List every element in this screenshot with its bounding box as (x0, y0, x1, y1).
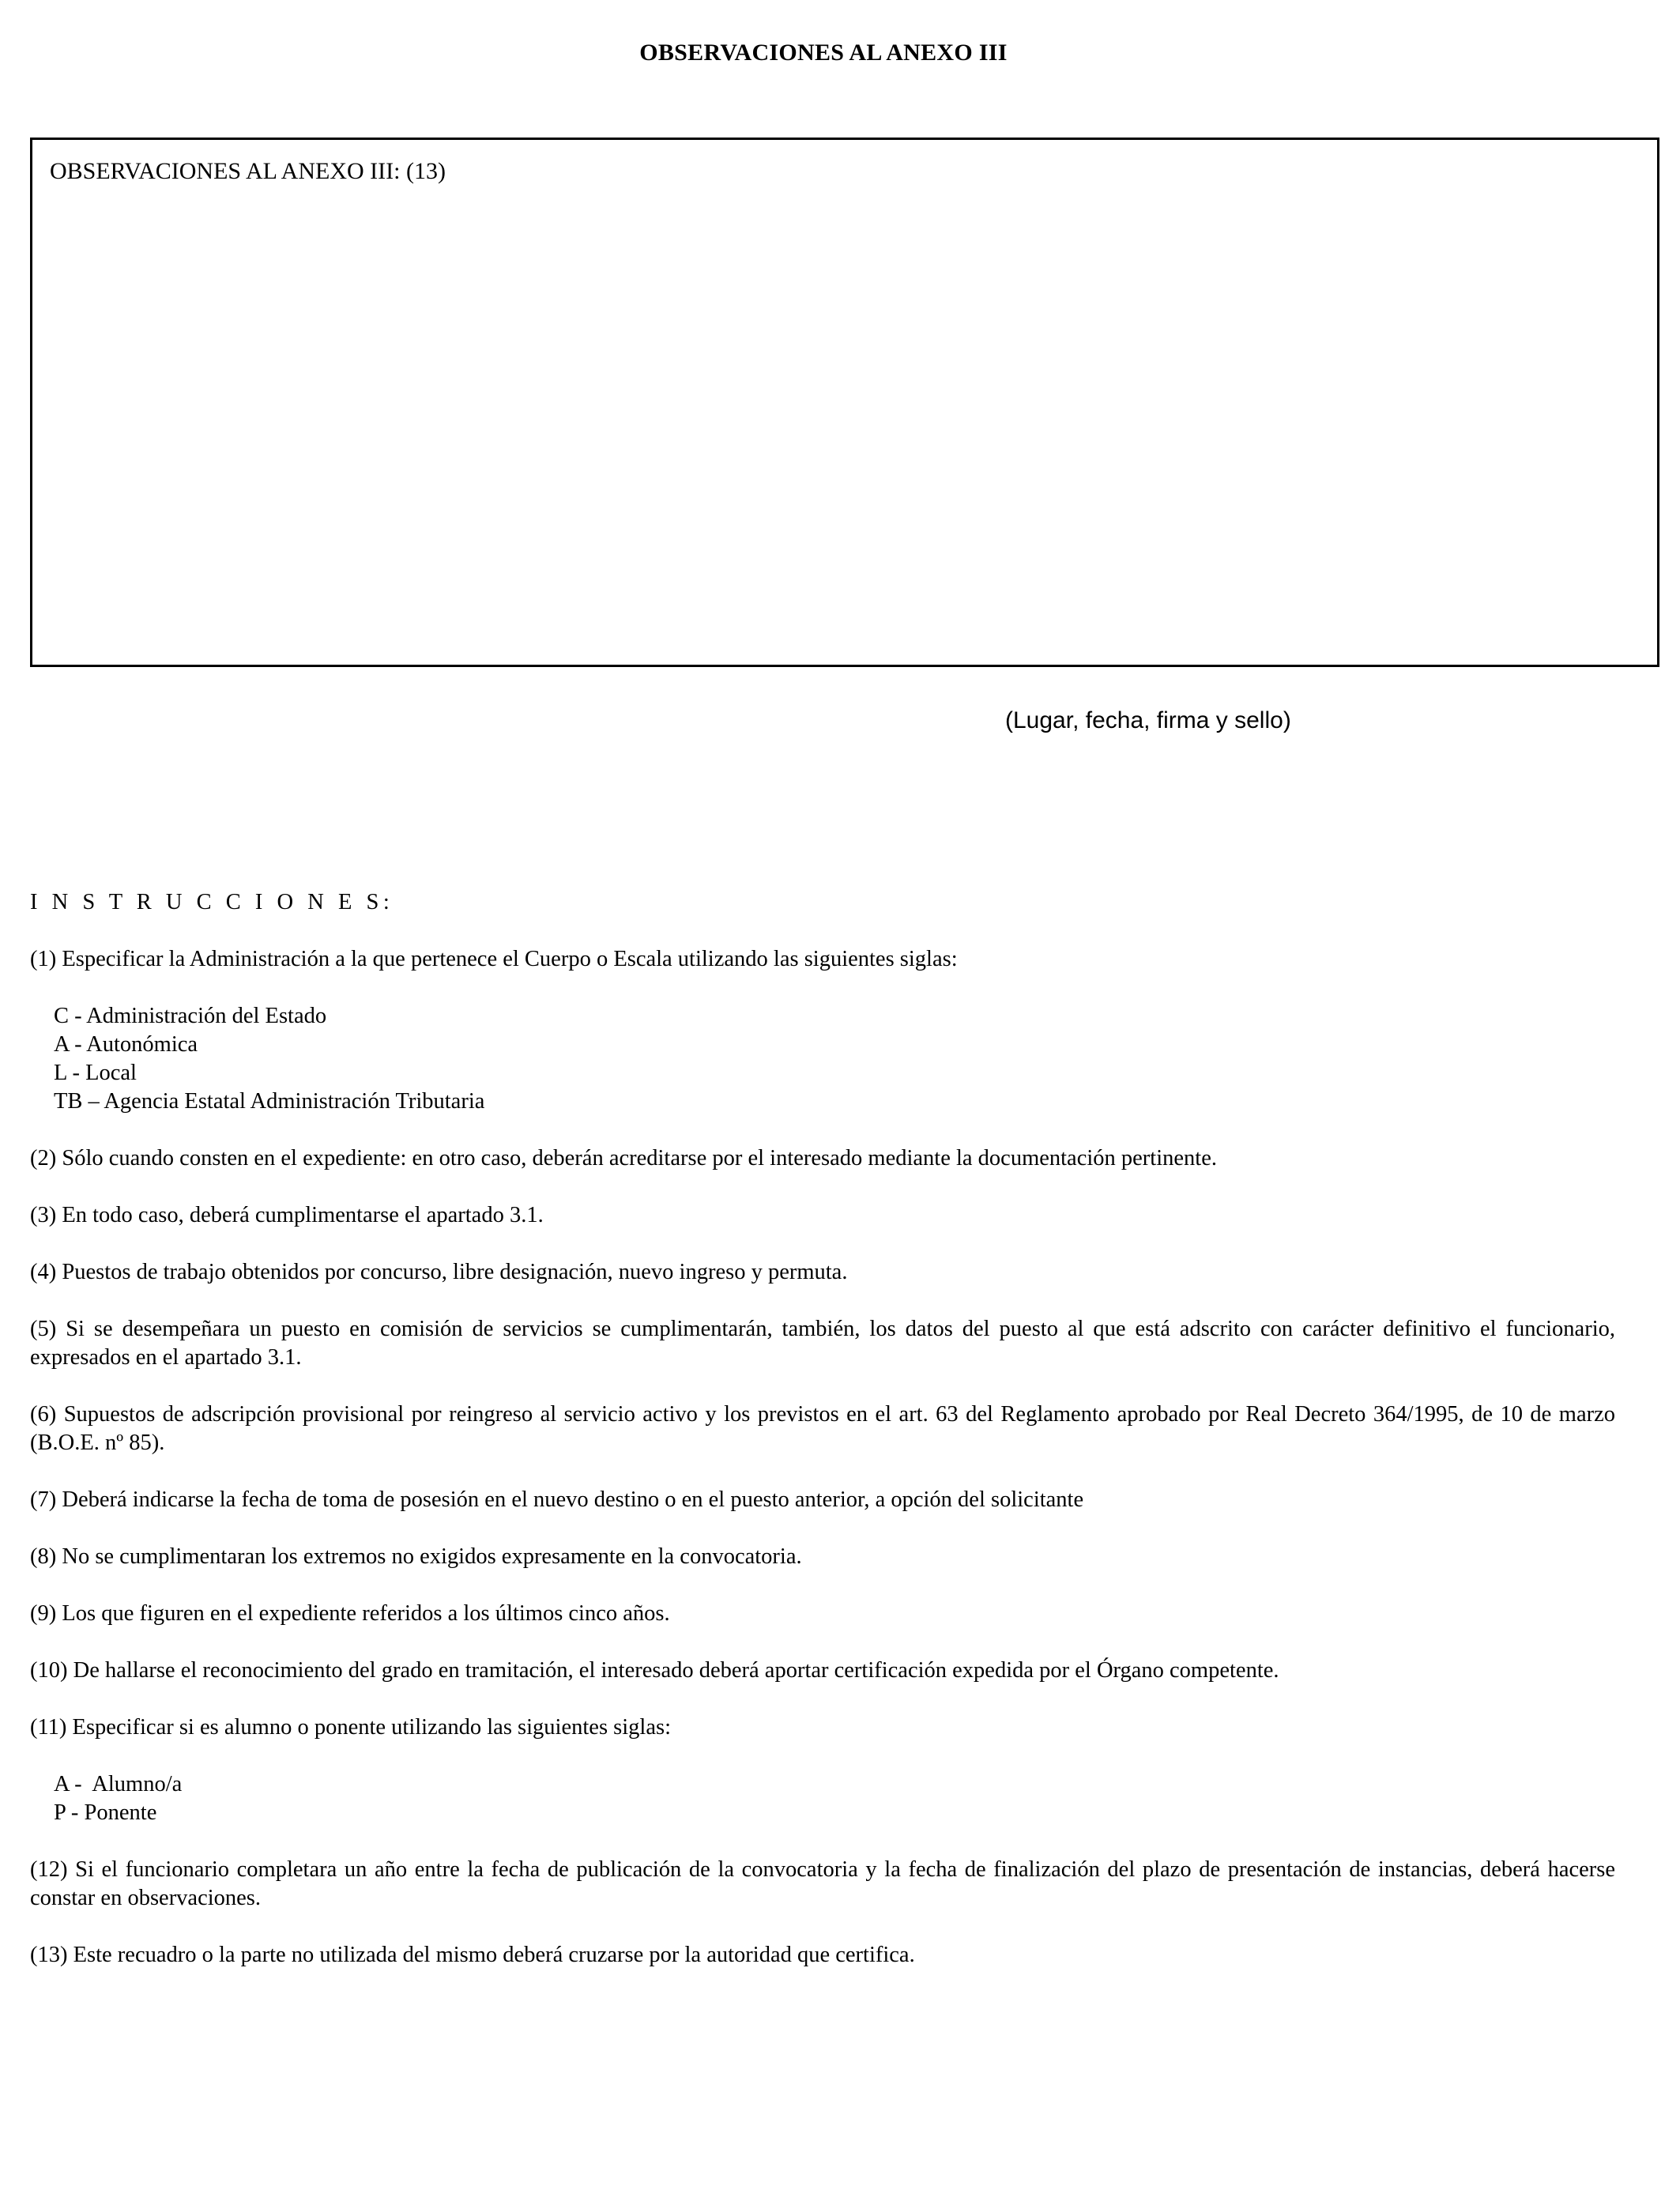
page-title: OBSERVACIONES AL ANEXO III (639, 40, 1008, 66)
instruction-item-3: (3) En todo caso, deberá cumplimentarse el apartado 3.1. (30, 1203, 544, 1227)
administration-code-l: L - Local (54, 1061, 137, 1085)
instruction-item-7: (7) Deberá indicarse la fecha de toma de posesión en el nuevo destino o en el puesto anterior, a opción del solicitante (30, 1487, 1084, 1512)
instruction-item-8: (8) No se cumplimentaran los extremos no exigidos expresamente en la convocatoria. (30, 1544, 802, 1569)
instruction-item-2: (2) Sólo cuando consten en el expediente: en otro caso, deberán acreditarse por el interesado mediante la documentación pertinente. (30, 1146, 1217, 1171)
instruction-item-6: (6) Supuestos de adscripción provisional por reingreso al servicio activo y los previstos en el art. 63 del Reglamento aprobado por Real Decreto 364/1995, de 10 de marzo (B.O.E. nº 85). (30, 1402, 1615, 1455)
administration-codes-list (54, 974, 1615, 1116)
instruction-item-10: (10) De hallarse el reconocimiento del grado en tramitación, el interesado deberá aportar certificación expedida por el Órgano competente. (30, 1658, 1279, 1683)
signature-caption: (Lugar, fecha, firma y sello) (1005, 707, 1291, 733)
instructions-heading: I N S T R U C C I O N E S: (30, 890, 394, 914)
instruction-item-5: (5) Si se desempeñara un puesto en comisión de servicios se cumplimentarán, también, los datos del puesto al que está adscrito con carácter definitivo el funcionario, expresados en el apartado 3.1. (30, 1317, 1615, 1370)
participation-codes-list (54, 1742, 1615, 1827)
participation-code-p: P - Ponente (54, 1800, 157, 1825)
observations-box-label: OBSERVACIONES AL ANEXO III: (13) (50, 158, 446, 184)
instruction-item-12: (12) Si el funcionario completara un año entre la fecha de publicación de la convocatoria y la fecha de finalización del plazo de presentación de instancias, deberá hacerse constar en observaciones. (30, 1857, 1615, 1910)
instructions-section (30, 888, 1615, 1998)
administration-code-tb: TB – Agencia Estatal Administración Tributaria (54, 1089, 485, 1114)
instruction-item-9: (9) Los que figuren en el expediente referidos a los últimos cinco años. (30, 1601, 670, 1626)
instruction-item-4: (4) Puestos de trabajo obtenidos por concurso, libre designación, nuevo ingreso y permuta. (30, 1260, 848, 1284)
instruction-item-11: (11) Especificar si es alumno o ponente utilizando las siguientes siglas: (30, 1715, 671, 1740)
instruction-item-13: (13) Este recuadro o la parte no utilizada del mismo deberá cruzarse por la autoridad que certifica. (30, 1943, 915, 1967)
administration-code-c: C - Administración del Estado (54, 1004, 327, 1028)
observations-box (30, 138, 1659, 667)
participation-code-a: A - Alumno/a (54, 1772, 183, 1796)
instruction-item-1: (1) Especificar la Administración a la que pertenece el Cuerpo o Escala utilizando las siguientes siglas: (30, 947, 958, 971)
administration-code-a: A - Autonómica (54, 1032, 198, 1057)
